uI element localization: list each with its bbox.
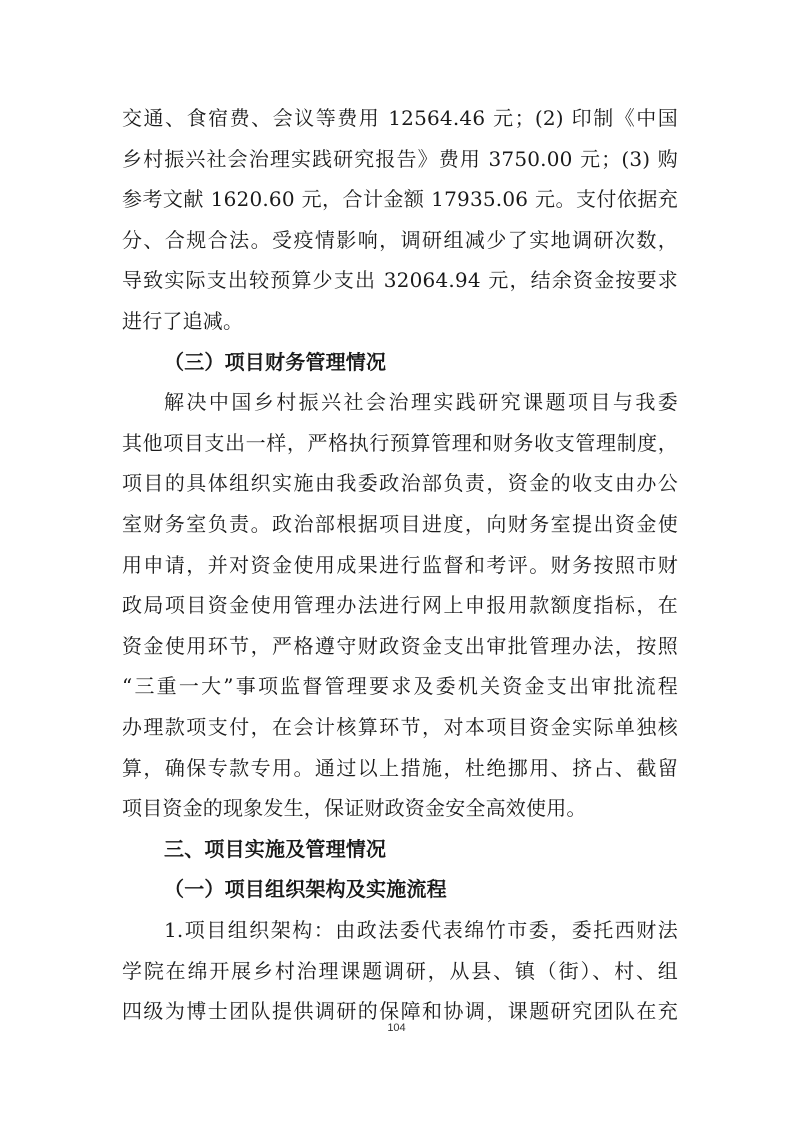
- body-line: 乡村振兴社会治理实践研究报告》费用 3750.00 元；(3) 购: [122, 147, 678, 171]
- body-line: 项目的具体组织实施由我委政治部负责，资金的收支由办公: [122, 471, 678, 495]
- section-heading-implementation: 三、项目实施及管理情况: [164, 837, 387, 861]
- body-line: 算，确保专款专用。通过以上措施，杜绝挪用、挤占、截留: [122, 756, 678, 780]
- body-line: 进行了追减。: [122, 309, 244, 333]
- body-line: 交通、食宿费、会议等费用 12564.46 元；(2) 印制《中国: [122, 106, 678, 130]
- body-line: 1.项目组织架构：由政法委代表绵竹市委，委托西财法: [164, 918, 678, 942]
- body-line: 学院在绵开展乡村治理课题调研，从县、镇（街）、村、组: [122, 959, 678, 983]
- body-line: 政局项目资金使用管理办法进行网上申报用款额度指标，在: [122, 593, 678, 617]
- body-line: 其他项目支出一样，严格执行预算管理和财务收支管理制度，: [122, 431, 678, 455]
- body-line: 四级为博士团队提供调研的保障和协调，课题研究团队在充: [122, 999, 678, 1023]
- body-line: 用申请，并对资金使用成果进行监督和考评。财务按照市财: [122, 553, 678, 577]
- body-line: 分、合规合法。受疫情影响，调研组减少了实地调研次数，: [122, 228, 678, 252]
- body-line: 解决中国乡村振兴社会治理实践研究课题项目与我委: [164, 390, 678, 414]
- subsection-heading-organization: （一）项目组织架构及实施流程: [164, 877, 447, 901]
- page-number: 104: [387, 1022, 406, 1034]
- body-line: “三重一大”事项监督管理要求及委机关资金支出审批流程: [122, 674, 678, 698]
- body-line: 办理款项支付，在会计核算环节，对本项目资金实际单独核: [122, 715, 678, 739]
- body-line: 参考文献 1620.60 元，合计金额 17935.06 元。支付依据充: [122, 187, 678, 211]
- body-line: 项目资金的现象发生，保证财政资金安全高效使用。: [122, 796, 587, 820]
- body-line: 资金使用环节，严格遵守财政资金支出审批管理办法，按照: [122, 634, 678, 658]
- body-line: 导致实际支出较预算少支出 32064.94 元，结余资金按要求: [122, 268, 678, 292]
- body-line: 室财务室负责。政治部根据项目进度，向财务室提出资金使: [122, 512, 678, 536]
- section-heading-finance: （三）项目财务管理情况: [164, 350, 387, 374]
